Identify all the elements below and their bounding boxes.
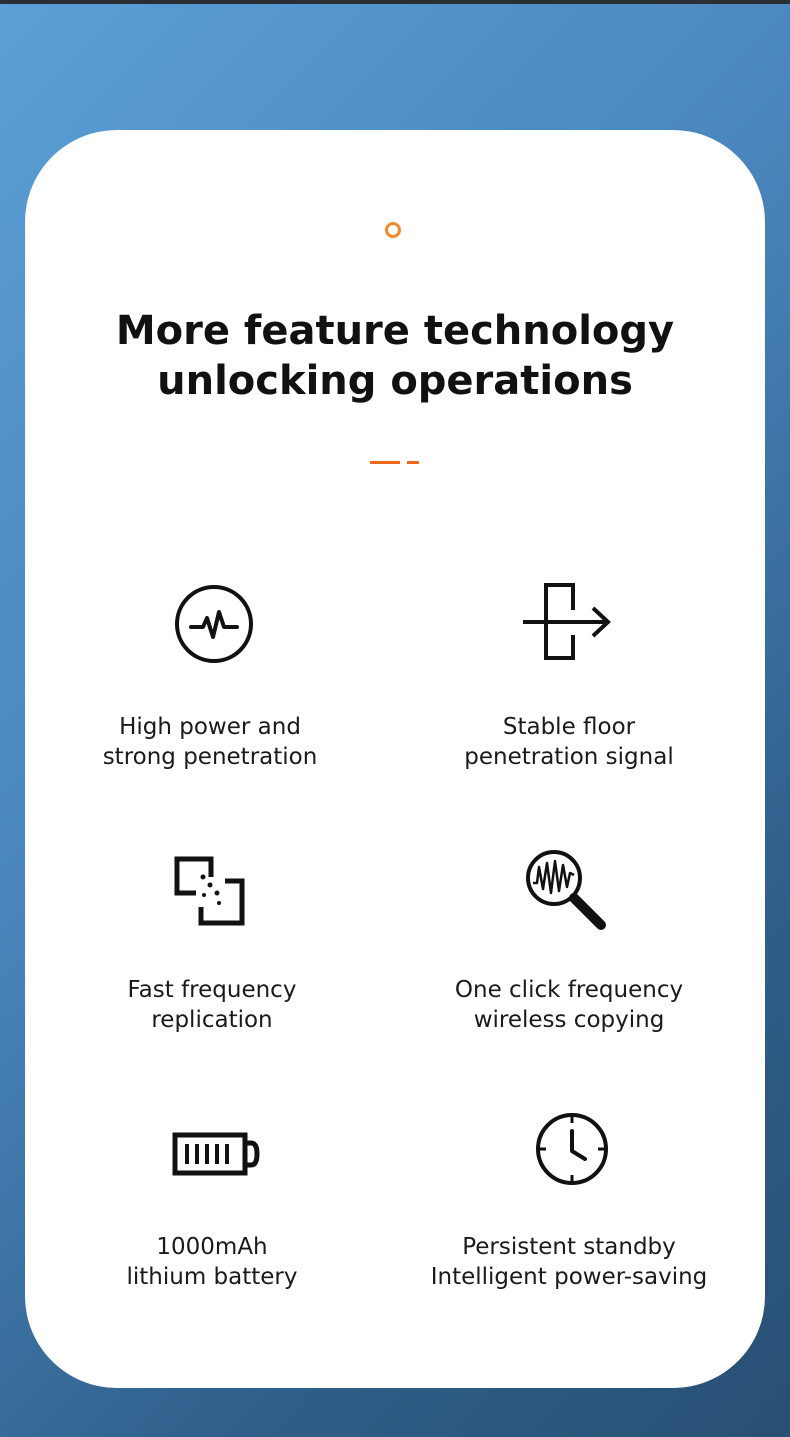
feature-5-line-2: lithium battery: [126, 1264, 298, 1290]
feature-6-line-2: Intelligent power-saving: [430, 1264, 708, 1290]
pulse-circle-icon: [163, 574, 263, 674]
clock-icon: [522, 1099, 622, 1199]
feature-label-6: [399, 1232, 739, 1292]
title-line-2: unlocking operations: [157, 358, 633, 404]
divider-dash-short: [407, 461, 419, 464]
copy-squares-icon: [163, 843, 263, 943]
feature-label-1: [40, 712, 380, 772]
battery-icon: [163, 1103, 263, 1203]
feature-2-line-2: penetration signal: [464, 744, 674, 770]
ring-ornament-icon: [385, 222, 401, 238]
page-title: [0, 306, 790, 406]
feature-1-line-1: High power and: [119, 714, 301, 740]
feature-1-line-2: strong penetration: [102, 744, 318, 770]
feature-4-line-2: wireless copying: [473, 1007, 665, 1033]
signal-magnifier-icon: [519, 843, 619, 943]
feature-label-3: [42, 975, 382, 1035]
feature-label-2: [399, 712, 739, 772]
feature-label-4: [399, 975, 739, 1035]
divider-dash-long: [370, 461, 400, 464]
door-exit-arrow-icon: [520, 573, 620, 673]
feature-2-line-1: Stable floor: [502, 714, 636, 740]
feature-5-line-1: 1000mAh: [156, 1234, 268, 1260]
feature-4-line-1: One click frequency: [454, 977, 684, 1003]
feature-6-line-1: Persistent standby: [462, 1234, 676, 1260]
feature-3-line-1: Fast frequency: [127, 977, 297, 1003]
top-strip: [0, 0, 790, 4]
feature-label-5: [42, 1232, 382, 1292]
feature-3-line-2: replication: [151, 1007, 273, 1033]
title-line-1: More feature technology: [115, 308, 675, 354]
